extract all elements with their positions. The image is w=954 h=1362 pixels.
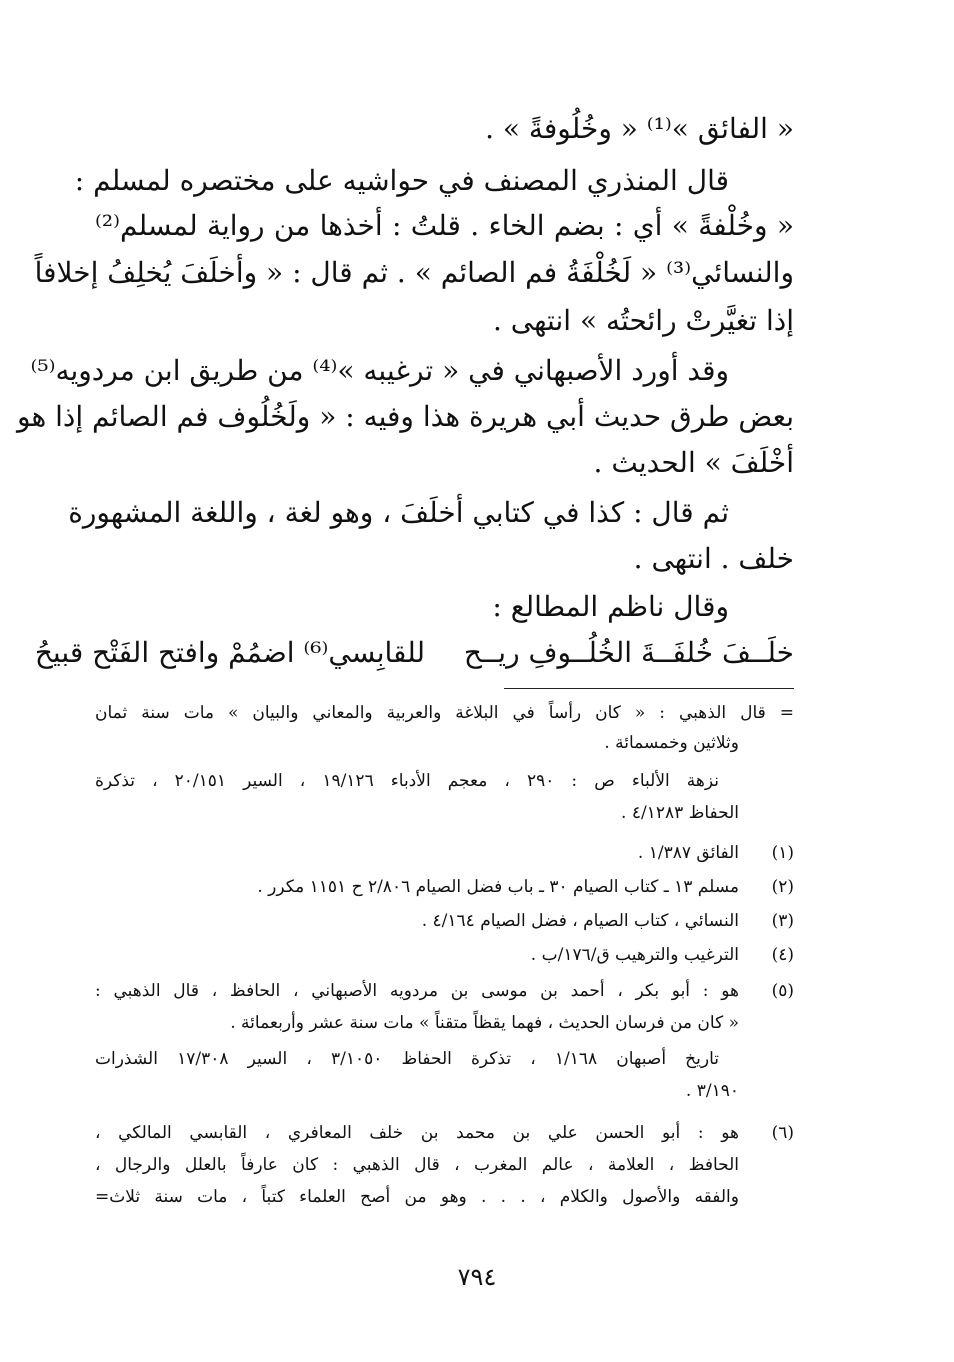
footnote-number-6: (٦) (771, 1123, 794, 1143)
page-number: ٧٩٤ (457, 1263, 497, 1291)
footnote-number-5: (٥) (771, 981, 794, 1001)
main-line-11: وقال ناظم المطالع : (492, 590, 729, 623)
footnote-2: مسلم ١٣ ـ كتاب الصيام ٣٠ ـ باب فضل الصيام ٢/٨٠٦ ح ١١٥١ مكرر . (257, 877, 739, 897)
footnote-1: الفائق ١/٣٨٧ . (637, 843, 739, 863)
footnote-3: النسائي ، كتاب الصيام ، فضل الصيام ٤/١٦٤ . (421, 911, 739, 931)
footnote-separator (504, 688, 794, 689)
footnote-number-4: (٤) (771, 945, 794, 965)
main-line-4: والنسائي⁽³⁾ « لَخُلْفَةُ فم الصائم » . ثم قال : « وأخلَفَ يُخلِفُ إخلافاً (34, 256, 794, 289)
main-line-5: إذا تغيَّرتْ رائحتُه » انتهى . (492, 304, 794, 337)
poem-verse (34, 628, 794, 678)
footnote-4: الترغيب والترهيب ق/١٧٦/ب . (530, 945, 739, 965)
main-line-6: وقد أورد الأصبهاني في « ترغيبه »⁽⁴⁾ من طريق ابن مردويه⁽⁵⁾ (30, 354, 729, 387)
footnote-continuation-line-1: = قال الذهبي : « كان رأساً في البلاغة والعربية والمعاني والبيان » مات سنة ثمان (95, 703, 794, 723)
main-line-7: بعض طرق حديث أبي هريرة هذا وفيه : « ولَخُلُوف فم الصائم إذا هو (17, 400, 794, 433)
footnote-5-line-2: « كان من فرسان الحديث ، فهما يقظاً متقناً » مات سنة عشر وأربعمائة . (230, 1013, 739, 1033)
footnote-5-line-1: هو : أبو بكر ، أحمد بن موسى بن مردويه الأصبهاني ، الحافظ ، قال الذهبي : (95, 981, 739, 1001)
main-line-9: ثم قال : كذا في كتابي أخلَفَ ، وهو لغة ، واللغة المشهورة (68, 496, 729, 529)
footnote-6-line-1: هو : أبو الحسن علي بن محمد بن خلف المعافري ، القابسي المالكي ، (95, 1123, 739, 1143)
footnote-number-1: (١) (771, 843, 794, 863)
main-line-8: أخْلَفَ » الحديث . (593, 446, 794, 479)
main-line-2: قال المنذري المصنف في حواشيه على مختصره لمسلم : (74, 164, 729, 197)
footnote-6-line-2: الحافظ ، العلامة ، عالم المغرب ، قال الذهبي : كان عارفاً بالعلل والرجال ، (95, 1155, 739, 1175)
footnote-number-3: (٣) (771, 911, 794, 931)
footnote-5-line-3: تاريخ أصبهان ١/١٦٨ ، تذكرة الحفاظ ٣/١٠٥٠ ، السير ١٧/٣٠٨ الشذرات (95, 1049, 720, 1069)
footnote-6-line-3: والفقه والأصول والكلام ، . . . وهو من أصح العلماء كتباً ، مات سنة ثلاث= (95, 1187, 739, 1207)
main-line-1: « الفائق »⁽¹⁾ « وخُلُوفةً » . (485, 112, 794, 145)
footnote-5-line-4: ٣/١٩٠ . (685, 1081, 739, 1101)
poem-second-hemistich: للقابِسي⁽⁶⁾ اضمُمْ وافتح الفَتْح قبيحُ (34, 636, 425, 669)
footnote-continuation-line-3: نزهة الألباء ص : ٢٩٠ ، معجم الأدباء ١٩/١٢٦ ، السير ٢٠/١٥١ ، تذكرة (95, 771, 719, 791)
footnote-continuation-line-4: الحفاظ ٤/١٢٨٣ . (621, 803, 739, 823)
poem-first-hemistich: خلَــفَ خُلفَــةَ الخُلُــوفِ ريــح (463, 636, 794, 669)
footnote-continuation-line-2: وثلاثين وخمسمائة . (604, 733, 739, 753)
main-line-3: « وخُلْفةً » أي : بضم الخاء . قلتُ : أخذها من رواية لمسلم⁽²⁾ (95, 209, 794, 242)
footnote-number-2: (٢) (771, 877, 794, 897)
main-line-10: خلف . انتهى . (633, 542, 794, 575)
